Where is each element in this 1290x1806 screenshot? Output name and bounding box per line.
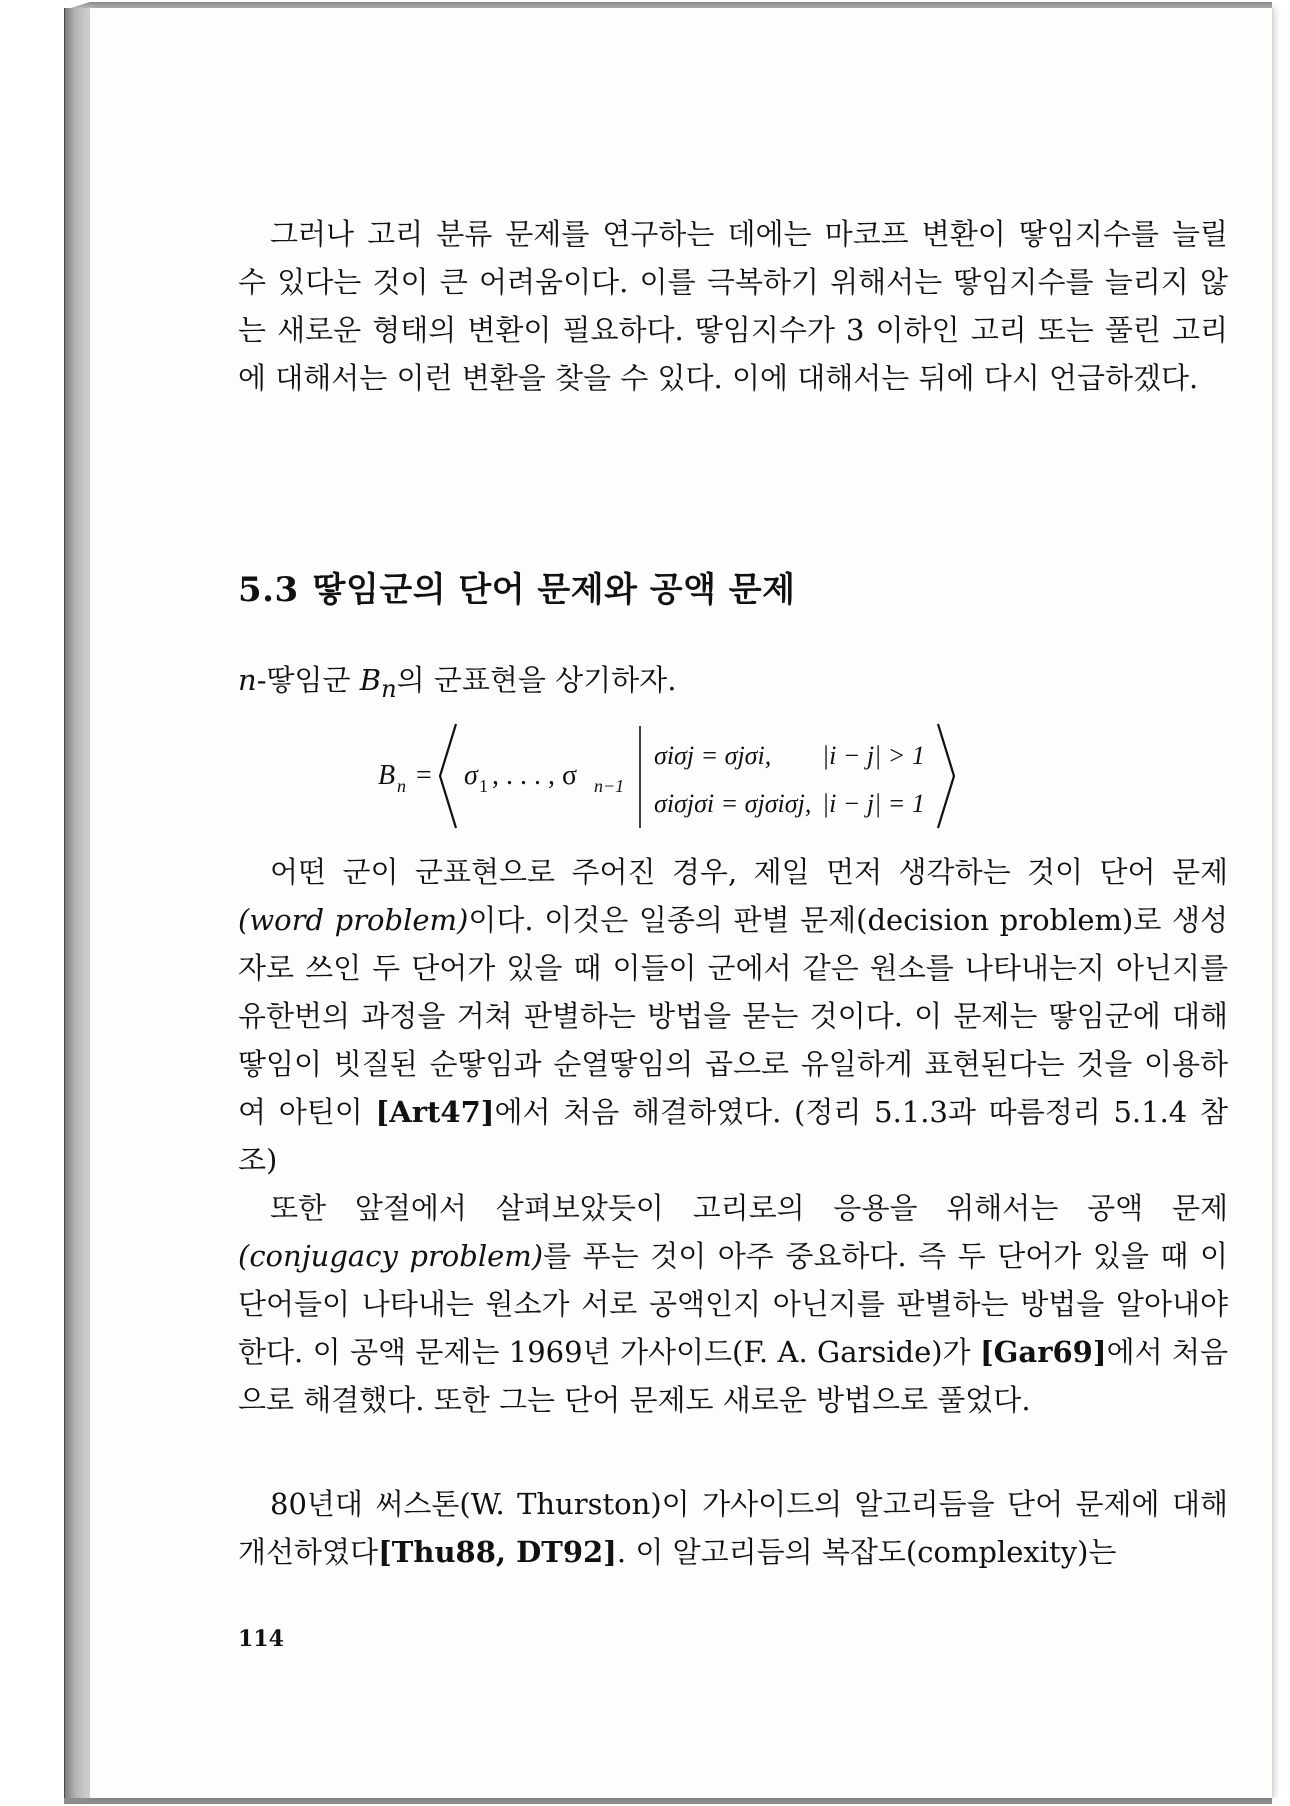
page-number: 114	[238, 1626, 284, 1652]
recall-text-a: -땋임군	[256, 663, 360, 697]
generator-dots: , . . . , σ	[492, 760, 578, 791]
left-angle-bracket	[440, 724, 456, 828]
paragraph-text	[238, 848, 1228, 1184]
condition-1: |i − j| > 1	[822, 741, 925, 770]
term-conjugacy-problem: (conjugacy problem)	[238, 1239, 544, 1273]
italic-n: n	[238, 663, 257, 697]
term-word-problem: (word problem)	[238, 903, 469, 937]
para4-text-2: . 이 알고리듬의 복잡도(complexity)는	[616, 1535, 1117, 1569]
generator-sigma: σ	[464, 760, 478, 791]
para2-text-3: 에서 처음 해결하였다. (정리 5.1.3과 따름정리 5.1.4 참조)	[238, 1095, 1228, 1177]
recall-text-b: 의 군표현을 상기하자.	[396, 663, 677, 697]
generator-sub-n: n−1	[594, 776, 625, 796]
braid-group-subscript: n	[381, 674, 397, 703]
para2-text-1: 어떤 군이 군표현으로 주어진 경우, 제일 먼저 생각하는 것이 단어 문제	[270, 855, 1228, 889]
citation-gar69: [Gar69]	[979, 1335, 1107, 1369]
paragraph-2	[238, 848, 1228, 1184]
formula-lhs-sub: n	[397, 776, 406, 796]
paragraph-1	[238, 210, 1228, 402]
formula-equals: =	[416, 760, 432, 791]
generator-sub-1: 1	[479, 776, 488, 796]
para3-text-1: 또한 앞절에서 살펴보았듯이 고리로의 응용을 위해서는 공액 문제	[270, 1191, 1228, 1225]
paragraph-text: 그러나 고리 분류 문제를 연구하는 데에는 마코프 변환이 땋임지수를 늘릴 수 있다는 것이 큰 어려움이다. 이를 극복하기 위해서는 땋임지수를 늘리지 않는 새로운 형태의 변환이 필요하다. 땋임지수가 3 이하인 고리 또는 풀린 고리에 대해서는 이런 변환을 찾을 수 있다. 이에 대해서는 뒤에 다시 언급하겠다.	[238, 217, 1228, 395]
section-heading	[238, 562, 795, 611]
braid-group-symbol: B	[359, 663, 382, 697]
book-spine	[64, 8, 91, 1802]
section-number: 5.3	[238, 570, 299, 610]
paragraph-4	[238, 1480, 1228, 1576]
citation-art47: [Art47]	[375, 1095, 495, 1129]
condition-2: |i − j| = 1	[822, 789, 925, 818]
relation-1: σiσj = σjσi,	[654, 741, 772, 770]
formula-svg	[238, 720, 1228, 832]
para3-text-2: 를 푸는 것이 아주 중요하다. 즉 두 단어가 있을 때 이 단어들이 나타내는 원소가 서로 공액인지 아닌지를 판별하는 방법을 알아내야 한다. 이 공액 문제는 1969년 가사이드(F. A. Garside)가	[238, 1239, 1228, 1369]
book-page	[90, 8, 1273, 1798]
right-angle-bracket	[938, 724, 954, 828]
section-title: 땋임군의 단어 문제와 공액 문제	[312, 570, 796, 610]
para2-text-2: 이다. 이것은 일종의 판별 문제(decision problem)로 생성자로 쓰인 두 단어가 있을 때 이들이 군에서 같은 원소를 나타내는지 아닌지를 유한번의 과정을 거쳐 판별하는 방법을 묻는 것이다. 이 문제는 땋임군에 대해 땋임이 빗질된 순땋임과 순열땋임의 곱으로 유일하게 표현된다는 것을 이용하여 아틴이	[238, 903, 1228, 1129]
formula-lhs: B	[378, 760, 396, 791]
para4-text-1: 80년대 써스톤(W. Thurston)이 가사이드의 알고리듬을 단어 문제에 대해 개선하였다	[238, 1487, 1228, 1569]
citation-thu88-dt92: [Thu88, DT92]	[378, 1535, 617, 1569]
para3-text-3: 에서 처음으로 해결했다. 또한 그는 단어 문제도 새로운 방법으로 풀었다.	[238, 1335, 1228, 1417]
relation-2: σiσjσi = σjσiσj,	[654, 789, 812, 818]
book-bottom-edge	[64, 1798, 1272, 1804]
paragraph-3	[238, 1184, 1228, 1424]
paragraph-text	[238, 1184, 1228, 1424]
paragraph-text	[238, 1480, 1228, 1576]
recall-sentence	[238, 658, 676, 703]
braid-group-presentation	[238, 720, 1228, 832]
